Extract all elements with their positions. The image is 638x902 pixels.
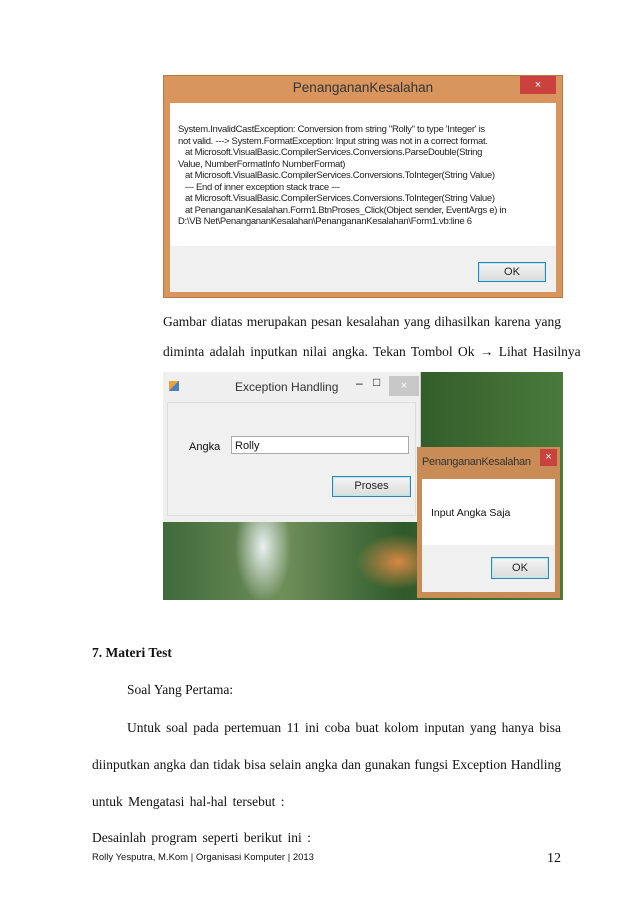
form-area [167,402,416,516]
close-icon[interactable]: × [540,449,557,466]
ok-button[interactable]: OK [478,262,546,282]
dialog-footer [170,246,556,292]
angka-label: Angka [189,441,221,453]
proses-button[interactable]: Proses [332,476,411,497]
paragraph-line: diminta adalah inputkan nilai angka. Tekan Tombol Ok → Lihat Hasilnya [163,344,581,359]
dialog-body [422,479,555,545]
window-title: Exception Handling [235,380,339,394]
app-screenshot [163,372,563,600]
dialog-title: PenangananKesalahan [292,80,434,95]
close-icon[interactable]: × [520,76,556,94]
ok-button[interactable]: OK [491,557,549,579]
section-heading: 7. Materi Test [92,645,172,660]
paragraph-line: Untuk soal pada pertemuan 11 ini coba buat kolom inputan yang hanya bisa [127,720,561,735]
paragraph-line: Desainlah program seperti berikut ini : [92,830,311,845]
maximize-icon[interactable]: □ [373,375,381,389]
minimize-icon[interactable]: – [356,376,363,390]
dialog-body [170,103,556,246]
exception-message: System.InvalidCastException: Conversion from string "Rolly" to type 'Integer' is not valid. ---> System.FormatException: Input string was not in a correct format. at Microsoft.VisualBasic.CompilerServices.Conversions.ParseDouble(String Value, NumberFormatInfo NumberFormat) at Microsoft.VisualBasic.CompilerServices.Conversions.ToInteger(String Value) --- End of inner exception stack trace --- at Microsoft.VisualBasic.CompilerServices.Conversions.ToInteger(String Value) at PenangananKesalahan.Form1.BtnProses_Click(Object sender, EventArgs e) in D:\VB Net\PenangananKesalahan\PenangananKesalahan\Form1.vb:line 6 [178,124,507,227]
sub-heading: Soal Yang Pertama: [127,682,234,697]
close-icon[interactable]: × [389,376,419,396]
error-dialog-screenshot [163,75,563,298]
app-icon [169,381,179,391]
exception-handling-window [163,372,421,522]
paragraph-line: Gambar diatas merupakan pesan kesalahan yang dihasilkan karena yang [163,314,561,329]
footer-text: Rolly Yesputra, M.Kom | Organisasi Komputer | 2013 [92,852,314,863]
dialog-title: PenangananKesalahan [422,456,531,468]
angka-input[interactable]: Rolly [231,436,409,454]
page-number: 12 [547,851,561,866]
message-dialog [417,447,560,598]
dialog-message: Input Angka Saja [431,507,511,519]
paragraph-line: untuk Mengatasi hal-hal tersebut : [92,794,285,809]
dialog-footer [422,545,555,592]
paragraph-line: diinputkan angka dan tidak bisa selain angka dan gunakan fungsi Exception Handling [92,757,561,772]
